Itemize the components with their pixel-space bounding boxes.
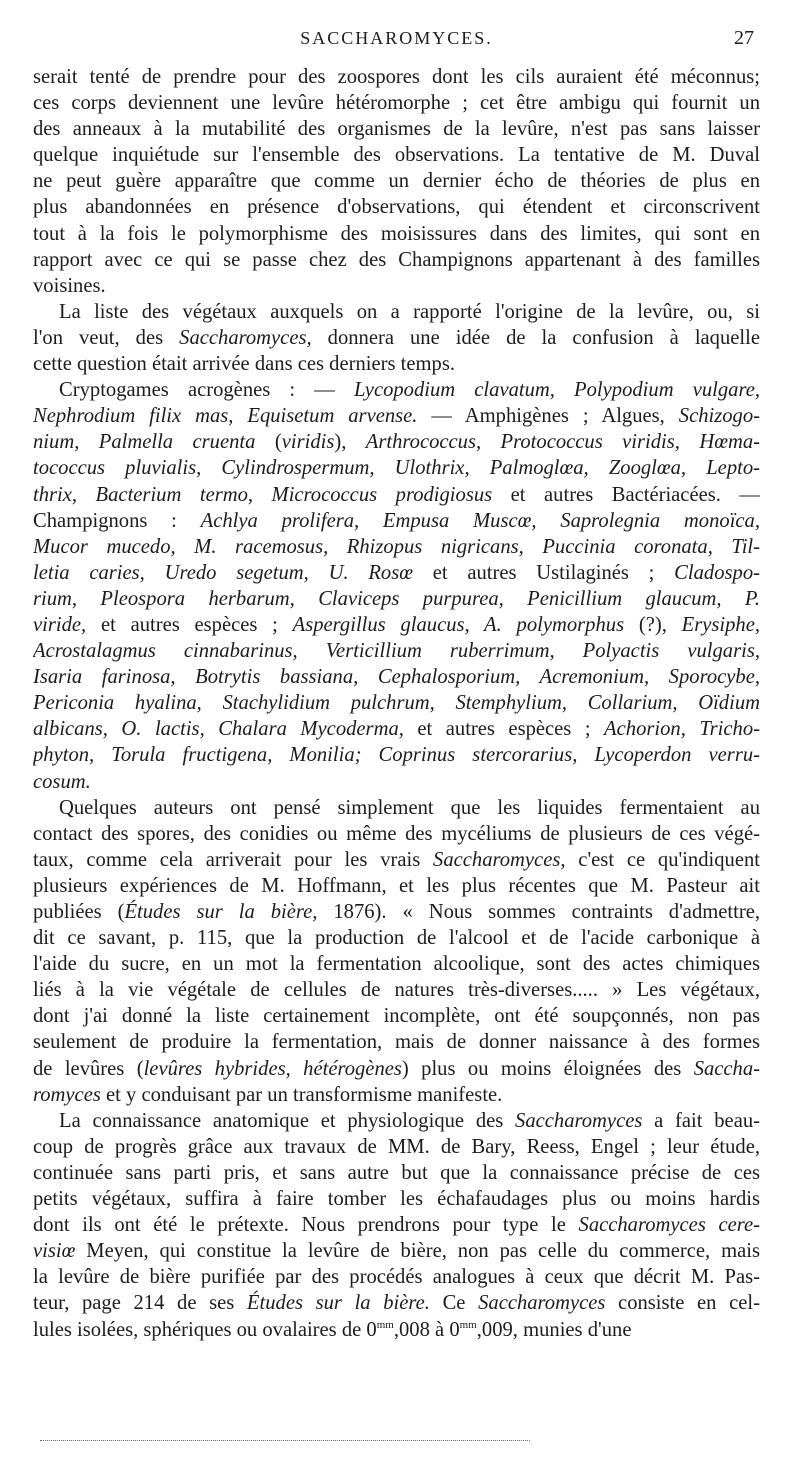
text-line	[33, 716, 760, 742]
text-run: de levûres (	[33, 1057, 144, 1080]
text-line	[33, 1003, 760, 1029]
text-run: a fait beau-	[642, 1109, 760, 1132]
text-line	[33, 455, 760, 481]
italic-run: letia caries, Uredo segetum, U. Rosœ	[33, 561, 413, 584]
superscript-run: mm	[376, 1318, 394, 1331]
text-line	[33, 221, 760, 247]
superscript-run: mm	[459, 1318, 477, 1331]
footer-dotted-rule	[40, 1440, 530, 1441]
text-line	[33, 429, 760, 455]
text-line	[33, 1082, 760, 1108]
text-line	[33, 821, 760, 847]
italic-run: Acrostalagmus cinnabarinus, Verticillium ruberrimum, Polyactis vulgaris,	[33, 640, 760, 663]
italic-run: levûres hybrides, hétérogènes	[143, 1057, 402, 1080]
italic-run: albicans, O. lactis, Chalara Mycoderma,	[33, 718, 404, 741]
text-run: et autres Ustilaginés ;	[412, 561, 675, 584]
text-line	[33, 951, 760, 977]
text-run: ) plus ou moins éloignées des	[401, 1057, 694, 1080]
text-run: continuée sans parti pris, et sans autre but que la connaissance précise de ces	[33, 1161, 760, 1184]
italic-run: Lycopodium clavatum, Polypodium vulgare,	[353, 379, 760, 402]
text-run: ,008 à 0	[393, 1318, 460, 1341]
text-line	[33, 769, 760, 795]
text-run: donnera une idée de la confusion à laquelle	[311, 326, 760, 349]
text-run: et autres espèces ;	[86, 613, 293, 636]
text-run: tout à la fois le polymorphisme des moisissures dans des limites, qui sont en	[33, 222, 760, 245]
italic-run: Periconia hyalina, Stachylidium pulchrum, Stemphylium, Collarium, Oïdium	[33, 692, 760, 715]
italic-run: Isaria farinosa, Botrytis bassiana, Cephalosporium, Acremonium, Sporocybe,	[33, 666, 760, 689]
italic-run: Saccharomyces cere-	[578, 1214, 760, 1237]
italic-run: Saccharomyces	[515, 1109, 643, 1132]
text-line	[33, 560, 760, 586]
text-line	[33, 142, 760, 168]
text-line	[33, 351, 760, 377]
text-line	[33, 377, 760, 403]
italic-run: visiœ	[33, 1240, 76, 1263]
text-line	[33, 247, 760, 273]
text-run: publiées (	[33, 901, 125, 923]
text-line	[33, 1317, 760, 1343]
text-run: Cryptogames acrogènes : —	[59, 379, 354, 402]
text-line	[33, 1056, 760, 1082]
text-run: Ce	[429, 1292, 479, 1315]
text-line	[33, 299, 760, 325]
text-run: voisines.	[33, 274, 106, 297]
text-line	[33, 1290, 760, 1316]
text-run: coup de progrès grâce aux travaux de MM. de Bary, Reess, Engel ; leur étude,	[33, 1135, 760, 1158]
text-run: — Amphigènes ; Algues,	[417, 405, 679, 428]
text-run: dont ils ont été le prétexte. Nous prendrons pour type le	[33, 1214, 579, 1237]
italic-run: Cladospo-	[674, 561, 760, 584]
text-line	[33, 612, 760, 638]
text-run: liés à la vie végétale de cellules de natures très-diverses..... » Les végétaux,	[33, 979, 760, 1002]
text-run: la levûre de bière purifiée par des procédés analogues à ceux que décrit M. Pas-	[33, 1266, 760, 1289]
text-run: cette question était arrivée dans ces derniers temps.	[33, 353, 456, 376]
italic-run: nium, Palmella cruenta	[33, 431, 256, 454]
text-line	[33, 690, 760, 716]
italic-run: Erysiphe,	[681, 613, 760, 636]
italic-run: tococcus pluvialis, Cylindrospermum, Ulothrix, Palmoglœa, Zooglœa, Lepto-	[33, 457, 760, 480]
text-line	[33, 194, 760, 220]
text-line	[33, 403, 760, 429]
text-run: seulement de produire la fermentation, mais de donner naissance à des formes	[33, 1031, 760, 1054]
text-line	[33, 899, 760, 925]
text-line	[33, 1212, 760, 1238]
body-text	[33, 64, 760, 1343]
text-run: c'est ce qu'indiquent	[565, 848, 760, 871]
text-run: et y conduisant par un transformisme manifeste.	[100, 1083, 503, 1106]
text-run: 1876). « Nous sommes contraints d'admettre,	[317, 901, 760, 923]
text-run: ),	[334, 431, 366, 454]
text-run: plus abandonnées en présence d'observations, qui étendent et circonscrivent	[33, 196, 760, 219]
text-line	[33, 1029, 760, 1055]
italic-run: Saccharomyces,	[433, 848, 566, 871]
italic-run: romyces	[33, 1083, 101, 1106]
text-run: Quelques auteurs ont pensé simplement que les liquides fermentaient au	[59, 796, 760, 819]
text-run: ,009, munies d'une	[476, 1318, 632, 1341]
italic-run: Nephrodium filix mas, Equisetum arvense.	[33, 405, 418, 428]
italic-run: phyton, Torula fructigena, Monilia; Coprinus stercorarius, Lycoperdon verru-	[33, 744, 760, 767]
text-line	[33, 534, 760, 560]
italic-run: Mucor mucedo, M. racemosus, Rhizopus nigricans, Puccinia coronata, Til-	[33, 535, 760, 558]
text-line	[33, 586, 760, 612]
italic-run: Schizogo-	[678, 405, 760, 428]
text-run: Meyen, qui constitue la levûre de bière, non pas celle du commerce, mais	[75, 1240, 760, 1263]
text-line	[33, 664, 760, 690]
text-run: consiste en cel-	[605, 1292, 760, 1315]
italic-run: viridis	[281, 431, 335, 454]
italic-run: Achlya prolifera, Empusa Muscœ, Saprolegnia monoïca,	[200, 509, 760, 532]
text-line	[33, 273, 760, 299]
text-line	[33, 1108, 760, 1134]
text-run: dit ce savant, p. 115, que la production de l'alcool et de l'acide carbonique à	[33, 927, 760, 950]
text-line	[33, 742, 760, 768]
italic-run: Études sur la bière.	[246, 1292, 430, 1315]
italic-run: Saccha-	[693, 1057, 760, 1080]
running-title: SACCHAROMYCES.	[300, 28, 493, 48]
italic-run: Saccharomyces,	[179, 326, 312, 349]
text-line	[33, 977, 760, 1003]
text-line	[33, 482, 760, 508]
text-line	[33, 325, 760, 351]
text-run: l'aide du sucre, en un mot la fermentation alcoolique, sont des actes chimiques	[33, 953, 760, 976]
italic-run: thrix, Bacterium termo, Micrococcus prodigiosus	[33, 483, 493, 506]
italic-run: cosum.	[33, 770, 91, 793]
text-line	[33, 168, 760, 194]
italic-run: Aspergillus glaucus, A. polymorphus	[292, 613, 625, 636]
text-line	[33, 1160, 760, 1186]
text-run: lules isolées, sphériques ou ovalaires de 0	[33, 1318, 377, 1341]
text-line	[33, 1186, 760, 1212]
text-run: contact des spores, des conidies ou même des mycéliums de plusieurs de ces végé-	[33, 822, 760, 845]
text-run: serait tenté de prendre pour des zoospores dont les cils auraient été méconnus;	[33, 66, 760, 88]
text-run: et autres espèces ;	[403, 718, 605, 741]
text-line	[33, 508, 760, 534]
text-line	[33, 638, 760, 664]
text-line	[33, 925, 760, 951]
italic-run: Études sur la bière,	[124, 901, 318, 923]
text-run: Champignons :	[33, 509, 201, 532]
text-run: (?),	[624, 613, 682, 636]
text-run: (	[255, 431, 282, 454]
text-line	[33, 847, 760, 873]
text-run: ne peut guère apparaître que comme un dernier écho de théories de plus en	[33, 170, 760, 193]
text-run: plusieurs expériences de M. Hoffmann, et les plus récentes que M. Pasteur ait	[33, 874, 760, 897]
italic-run: Saccharomyces	[478, 1292, 606, 1315]
text-line	[33, 116, 760, 142]
text-run: quelque inquiétude sur l'ensemble des observations. La tentative de M. Duval	[33, 144, 760, 167]
text-run: rapport avec ce qui se passe chez des Champignons appartenant à des familles	[33, 248, 760, 271]
page-number: 27	[734, 27, 754, 49]
page-header	[33, 26, 760, 52]
text-run: La liste des végétaux auxquels on a rapporté l'origine de la levûre, ou, si	[59, 300, 760, 323]
italic-run: viride,	[33, 613, 87, 636]
text-run: l'on veut, des	[33, 326, 180, 349]
text-run: dont j'ai donné la liste certainement incomplète, ont été soupçonnés, non pas	[33, 1005, 760, 1028]
text-line	[33, 64, 760, 90]
italic-run: rium, Pleospora herbarum, Claviceps purpurea, Penicillium glaucum, P.	[33, 587, 760, 610]
text-run: ces corps deviennent une levûre hétéromorphe ; cet être ambigu qui fournit un	[33, 92, 760, 115]
text-run: teur, page 214 de ses	[33, 1292, 247, 1315]
text-line	[33, 873, 760, 899]
text-run: et autres Bactériacées. —	[492, 483, 760, 506]
text-line	[33, 1238, 760, 1264]
text-run: petits végétaux, suffira à faire tomber les échafaudages plus ou moins hardis	[33, 1188, 760, 1211]
text-line	[33, 795, 760, 821]
text-run: taux, comme cela arriverait pour les vrais	[33, 848, 434, 871]
italic-run: Arthrococcus, Protococcus viridis, Hœma-	[365, 431, 760, 454]
text-line	[33, 1264, 760, 1290]
text-run: La connaissance anatomique et physiologique des	[59, 1109, 516, 1132]
text-line	[33, 90, 760, 116]
text-line	[33, 1134, 760, 1160]
text-run: des anneaux à la mutabilité des organismes de la levûre, n'est pas sans laisser	[33, 118, 760, 141]
italic-run: Achorion, Tricho-	[604, 718, 760, 741]
